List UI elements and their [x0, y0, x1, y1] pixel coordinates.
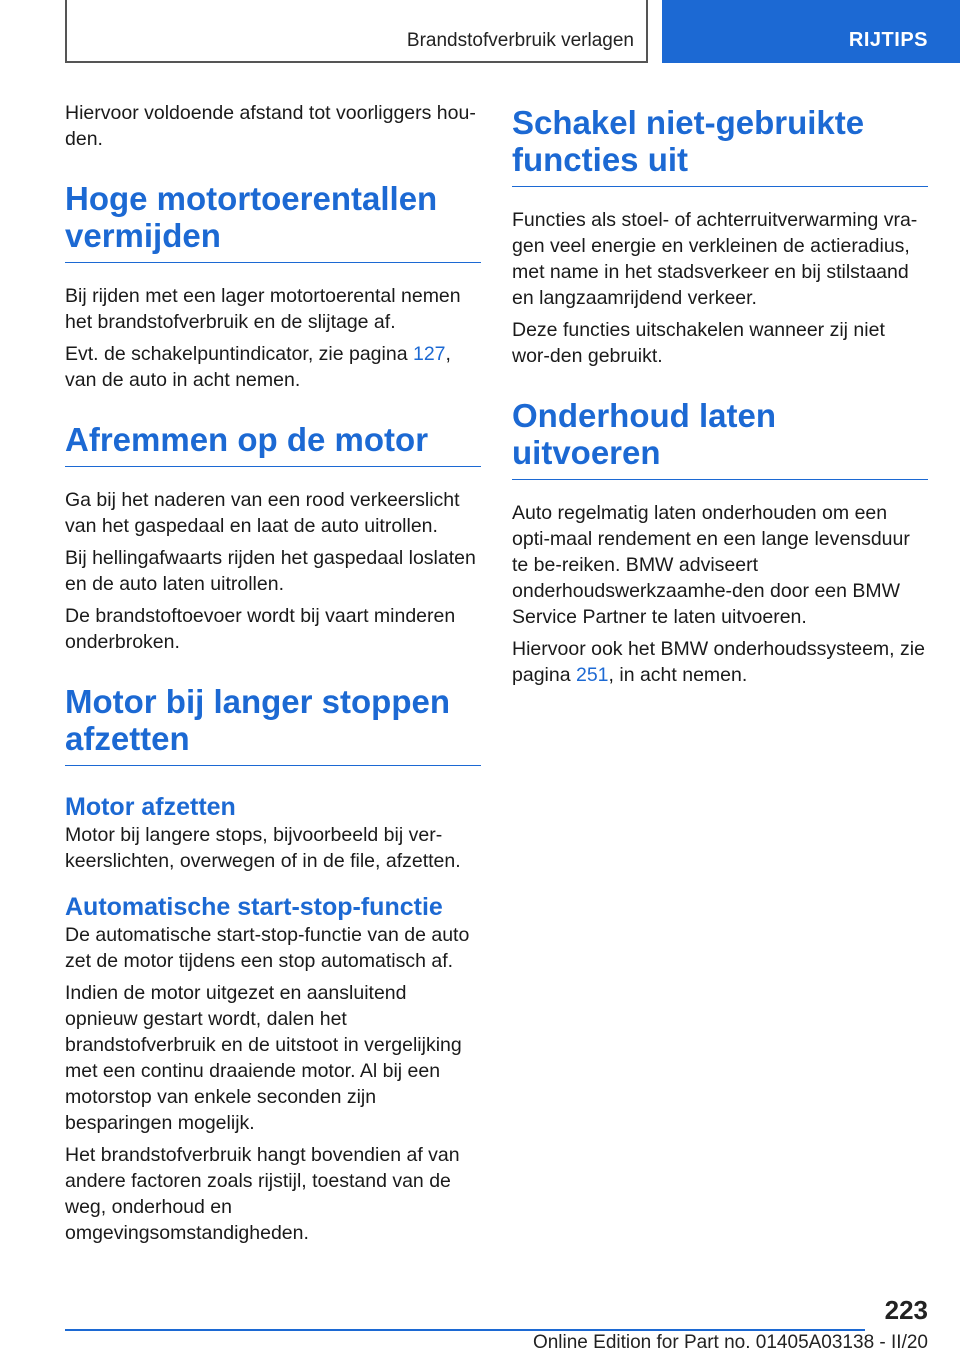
paragraph-engine-braking-1: Ga bij het naderen van een rood verkeerslicht van het gaspedaal en laat de auto uitrollen. — [65, 489, 460, 537]
chapter-tab-label: RIJTIPS — [848, 29, 928, 51]
paragraph-text: , van de auto in acht nemen. — [65, 343, 451, 391]
footer-divider — [65, 1329, 865, 1331]
paragraph-start-stop-3: Het brandstofverbruik hangt bovendien af van andere factoren zoals rijstijl, toestand van de weg, onderhoud en omgevingsomstandigheden. — [65, 1144, 460, 1244]
paragraph-text: , in acht nemen. — [608, 664, 748, 686]
left-column — [65, 100, 481, 1252]
heading-high-rpm: Hoge motortoerentallen vermijden — [65, 180, 481, 263]
page-link-251[interactable]: 251 — [575, 664, 609, 686]
paragraph-maintenance-2 — [512, 636, 928, 688]
right-column — [512, 104, 928, 694]
paragraph-high-rpm-1: Bij rijden met een lager motortoerental nemen het brandstofverbruik en de slijtage af. — [65, 285, 461, 333]
heading-engine-braking: Afremmen op de motor — [65, 421, 481, 467]
heading-unused-functions: Schakel niet-gebruikte functies uit — [512, 104, 928, 187]
subheading-start-stop: Automatische start-stop-functie — [65, 893, 443, 921]
heading-engine-off: Motor bij langer stoppen afzetten — [65, 683, 481, 766]
paragraph-maintenance-1: Auto regelmatig laten onderhouden om een opti-maal rendement en een lange levensduur te be-reiken. BMW adviseert onderhoudswerkzaamhe-den door een BMW Service Partner te laten uitvoeren. — [512, 502, 910, 628]
section-title: Brandstofverbruik verlagen — [406, 30, 634, 51]
paragraph-text: Hiervoor ook het BMW onderhoudssysteem, zie pagina — [512, 638, 925, 686]
heading-maintenance: Onderhoud laten uitvoeren — [512, 397, 928, 480]
paragraph-unused-functions-2: Deze functies uitschakelen wanneer zij niet wor-den gebruikt. — [512, 319, 885, 367]
subheading-engine-off: Motor afzetten — [65, 793, 236, 821]
paragraph-text: Evt. de schakelpuntindicator, zie pagina — [65, 343, 413, 365]
paragraph-engine-braking-2: Bij hellingafwaarts rijden het gaspedaal loslaten en de auto laten uitrollen. — [65, 547, 476, 595]
paragraph-start-stop-2: Indien de motor uitgezet en aansluitend opnieuw gestart wordt, dalen het brandstofverbruik en de uitstoot in vergelijking met een continu draaiende motor. Al bij een motorstop van enkele seconden zijn besparingen mogelijk. — [65, 982, 462, 1134]
page-link-127[interactable]: 127 — [412, 343, 446, 365]
paragraph-engine-braking-3: De brandstoftoevoer wordt bij vaart minderen onderbroken. — [65, 605, 456, 653]
paragraph-unused-functions-1: Functies als stoel- of achterruitverwarming vra-gen veel energie en verkleinen de actieradius, met name in het stadsverkeer en bij stilstaand en langzaamrijdend verkeer. — [512, 209, 918, 309]
header-frame — [65, 0, 648, 63]
paragraph-start-stop-1: De automatische start-stop-functie van de auto zet de motor tijdens een stop automatisch af. — [65, 924, 470, 972]
chapter-tab[interactable] — [662, 0, 960, 63]
paragraph-engine-off-1: Motor bij langere stops, bijvoorbeeld bij ver-keerslichten, overwegen of in de file, afzetten. — [65, 824, 461, 872]
edition-note: Online Edition for Part no. 01405A03138 - II/20 — [532, 1332, 928, 1353]
intro-paragraph: Hiervoor voldoende afstand tot voorliggers hou-den. — [65, 102, 476, 150]
page-number: 223 — [884, 1295, 928, 1325]
paragraph-high-rpm-2 — [65, 341, 481, 393]
